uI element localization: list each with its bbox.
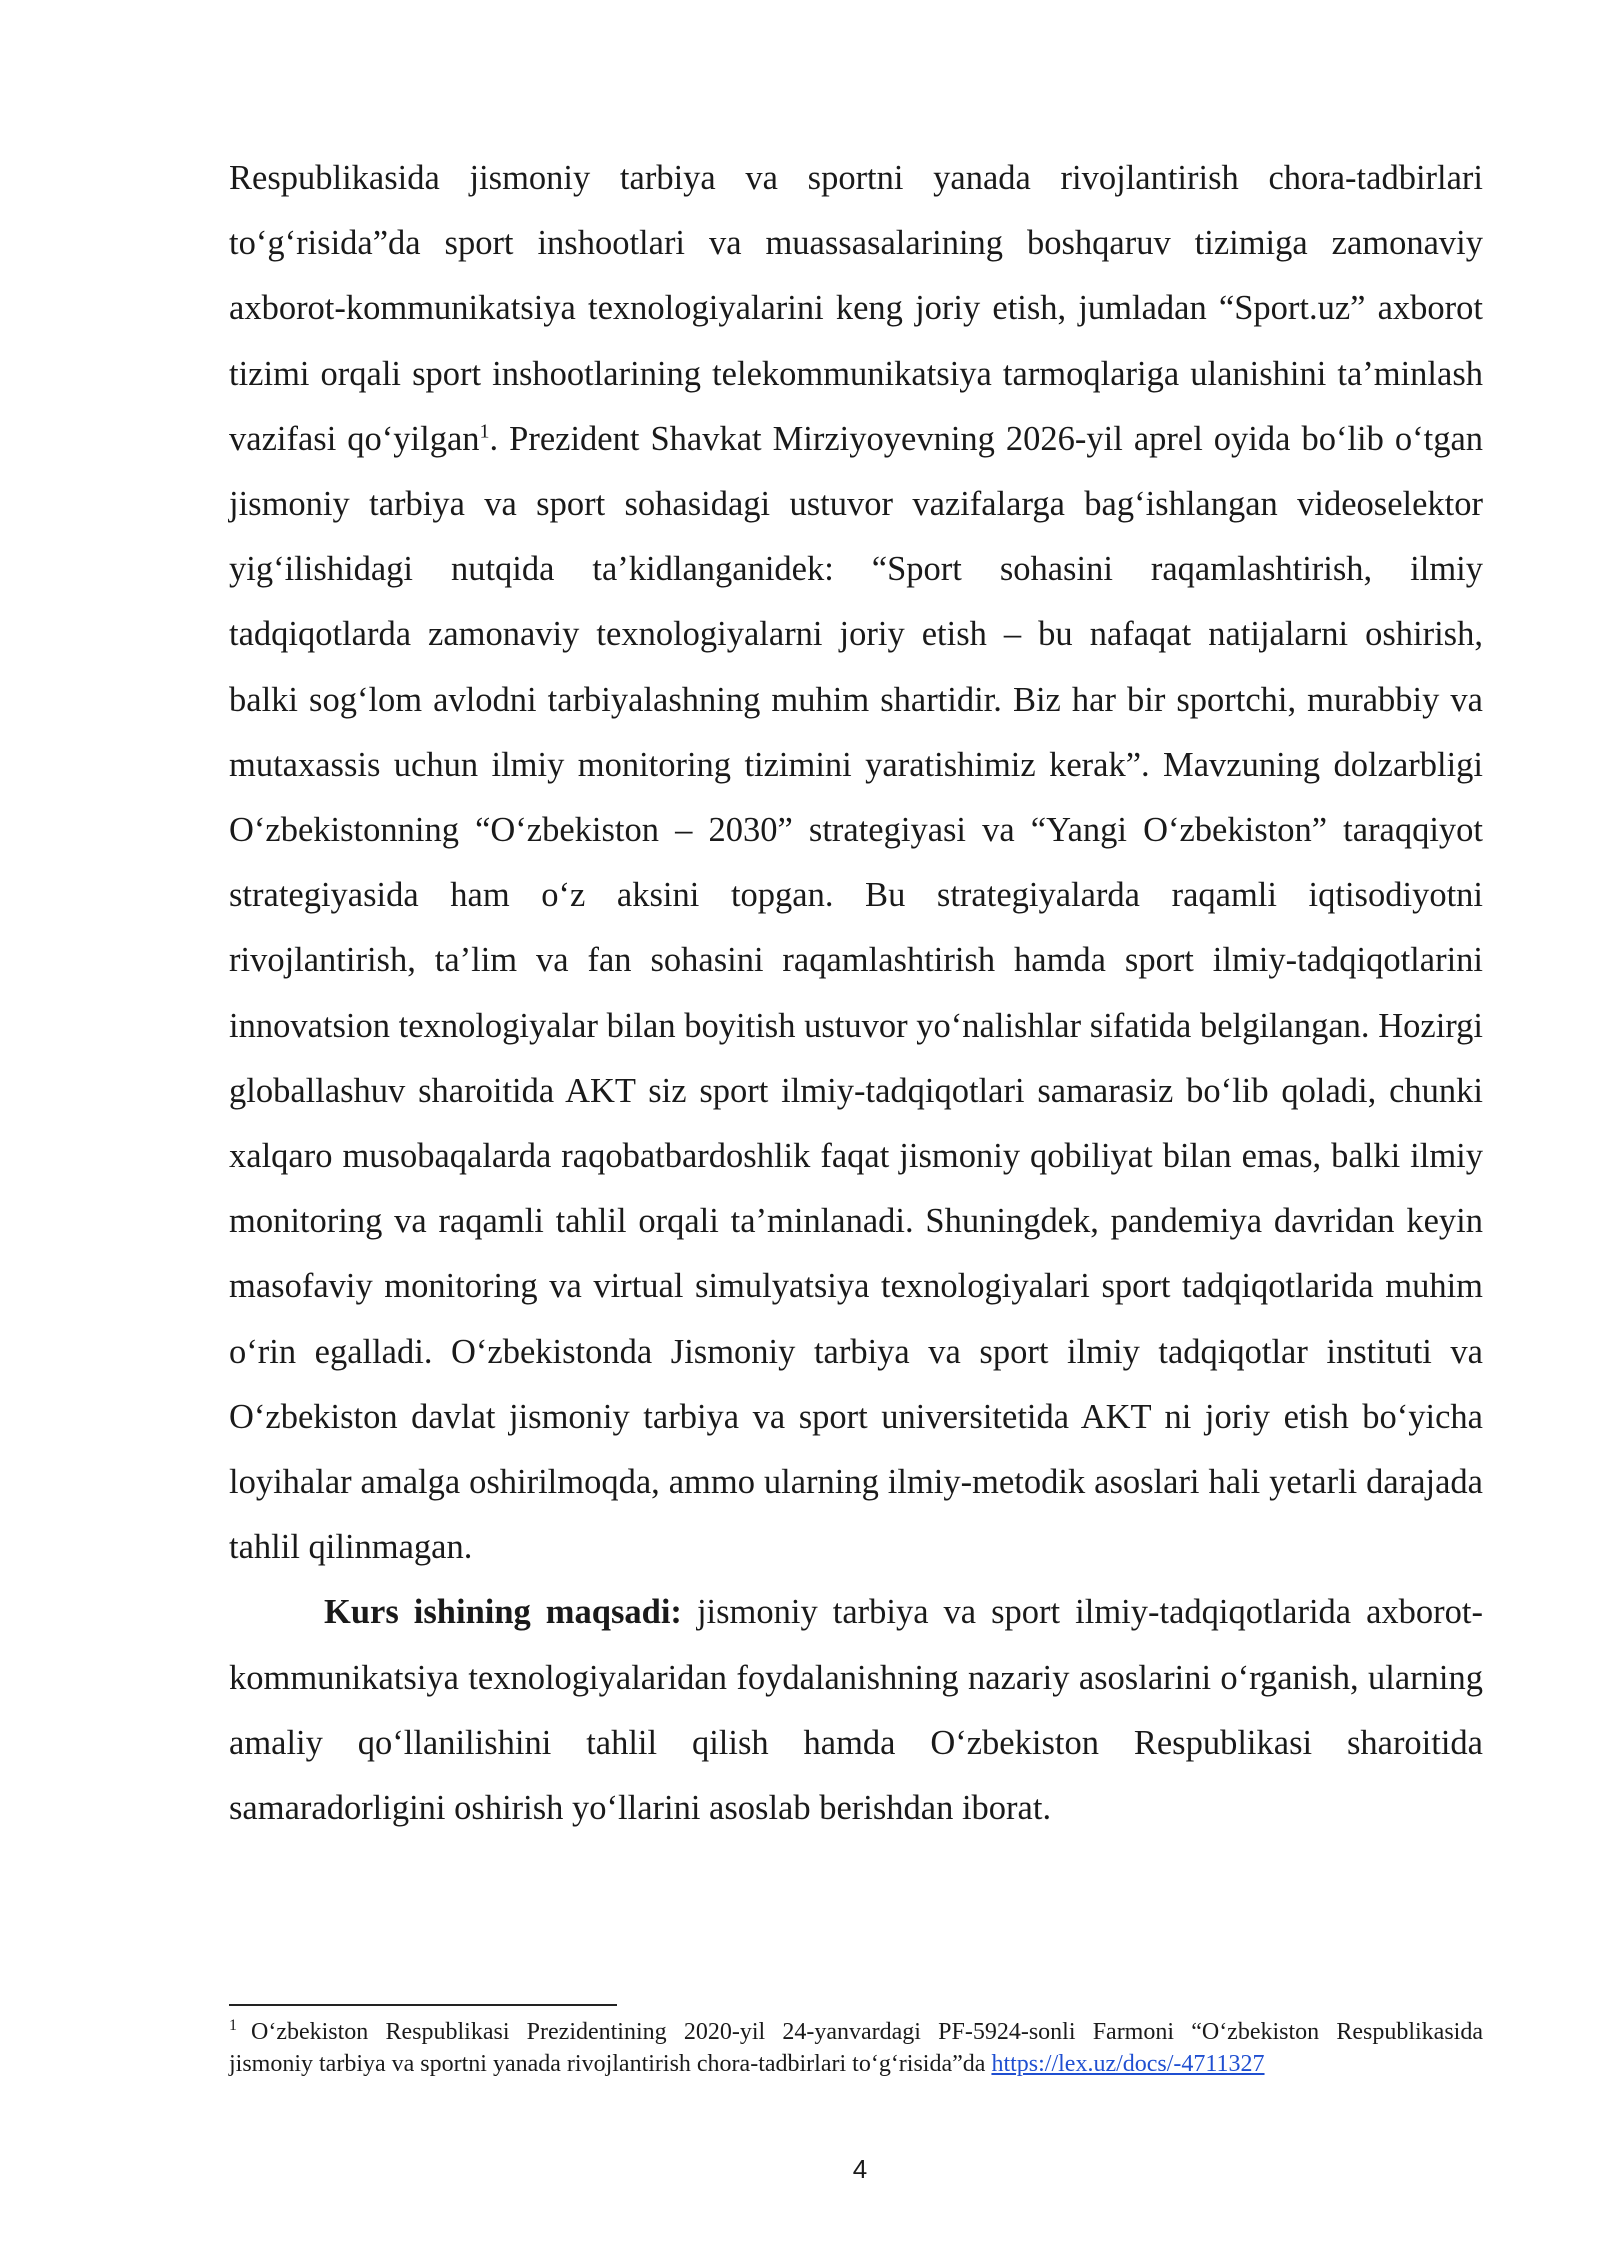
paragraph-1-text-start: Respublikasida jismoniy tarbiya va sportni yanada rivojlantirish chora-tadbirlari to‘g‘risida”da sport inshootlari va muassasalarining boshqaruv tizimiga zamonaviy axborot-kommunikatsiya texnologiyalarini keng joriy etish, jumladan “Sport.uz” axborot tizimi orqali sport inshootlarining telekommunikatsiya tarmoqlariga ulanishini ta’minlash vazifasi qo‘yilgan (229, 159, 1483, 458)
footnote-text: O‘zbekiston Respublikasi Prezidentining 2020-yil 24-yanvardagi PF-5924-sonli Farmoni “O‘zbekiston Respublikasida jismoniy tarbiya va sportni yanada rivojlantirish chora-tadbirlari to‘g‘risida”da (229, 2019, 1483, 2077)
footnote-reference[interactable]: 1 (479, 420, 490, 443)
paragraph-1 (229, 146, 1483, 1580)
paragraph-2-text: jismoniy tarbiya va sport ilmiy-tadqiqotlarida axborot-kommunikatsiya texnologiyalaridan foydalanishning nazariy asoslarini o‘rganish, ularning amaliy qo‘llanilishini tahlil qilish hamda O‘zbekiston Respublikasi sharoitida samaradorligini oshirish yo‘llarini asoslab berishdan iborat. (229, 1593, 1483, 1828)
footnote (229, 2016, 1483, 2080)
page-number: 4 (852, 2154, 868, 2184)
paragraph-2-lead: Kurs ishining maqsadi: (324, 1593, 682, 1632)
paragraph-1-text-end: . Prezident Shavkat Mirziyoyevning 2026-yil aprel oyida bo‘lib o‘tgan jismoniy tarbiya va sport sohasidagi ustuvor vazifalarga bag‘ishlangan videoselektor yig‘ilishidagi nutqida ta’kidlanganidek: “Sport sohasini raqamlashtirish, ilmiy tadqiqotlarda zamonaviy texnologiyalarni joriy etish – bu nafaqat natijalarni oshirish, balki sog‘lom avlodni tarbiyalashning muhim shartidir. Biz har bir sportchi, murabbiy va mutaxassis uchun ilmiy monitoring tizimini yaratishimiz kerak”. Mavzuning dolzarbligi O‘zbekistonning “O‘zbekiston – 2030” strategiyasi va “Yangi O‘zbekiston” taraqqiyot strategiyasida ham o‘z aksini topgan. Bu strategiyalarda raqamli iqtisodiyotni rivojlantirish, ta’lim va fan sohasini raqamlashtirish hamda sport ilmiy-tadqiqotlarini innovatsion texnologiyalar bilan boyitish ustuvor yo‘nalishlar sifatida belgilangan. Hozirgi globallashuv sharoitida AKT siz sport ilmiy-tadqiqotlari samarasiz bo‘lib qoladi, chunki xalqaro musobaqalarda raqobatbardoshlik faqat jismoniy qobiliyat bilan emas, balki ilmiy monitoring va raqamli tahlil orqali ta’minlanadi. Shuningdek, pandemiya davridan keyin masofaviy monitoring va virtual simulyatsiya texnologiyalari sport tadqiqotlarida muhim o‘rin egalladi. O‘zbekistonda Jismoniy tarbiya va sport ilmiy tadqiqotlar instituti va O‘zbekiston davlat jismoniy tarbiya va sport universitetida AKT ni joriy etish bo‘yicha loyihalar amalga oshirilmoqda, ammo ularning ilmiy-metodik asoslari hali yetarli darajada tahlil qilinmagan. (229, 419, 1484, 1567)
paragraph-2 (229, 1580, 1483, 1841)
body-text (229, 146, 1483, 1841)
footnote-number: 1 (229, 2017, 237, 2034)
footnote-separator (229, 2004, 617, 2006)
footnote-link[interactable]: https://lex.uz/docs/-4711327 (991, 2051, 1265, 2077)
